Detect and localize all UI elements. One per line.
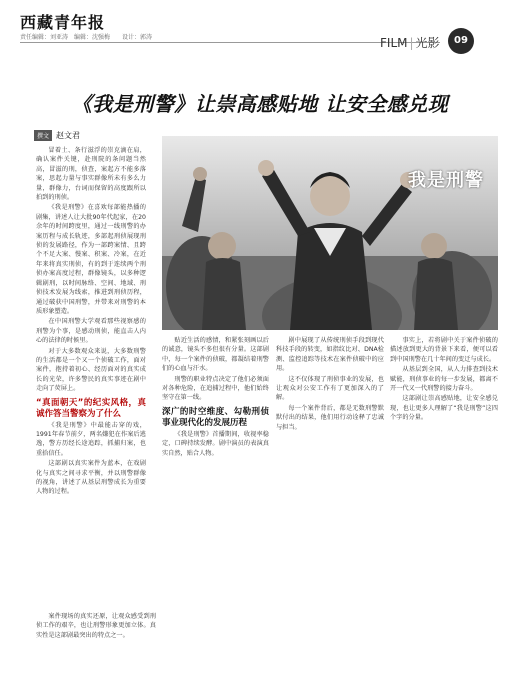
photo-title-text: 我是刑警 bbox=[408, 170, 484, 191]
paragraph: 这部剧让崇高感贴地，让安全感兑现，也让更多人理解了“我是刑警”这四个字的分量。 bbox=[390, 395, 498, 422]
paragraph: 这部剧以真实案件为蓝本，在戏剧化与真实之间寻求平衡，并以刑警群像的视角，讲述了从基层刑警成长为重要人物的过程。 bbox=[36, 460, 146, 496]
byline bbox=[34, 128, 80, 142]
paragraph: 刑警的职业特点决定了他们必须面对各种危险，在追捕过程中，他们始终坚守在第一线。 bbox=[162, 375, 269, 402]
paragraph: 每一个案件背后，都是无数刑警默默付出的结果，他们用行动诠释了忠诚与担当。 bbox=[276, 404, 384, 431]
subhead-development: 深广的时空维度、勾勒刑侦事业现代化的发展历程 bbox=[162, 406, 269, 428]
left-column bbox=[36, 146, 146, 606]
paragraph: 对于大多数观众来说，大多数刑警的生活都是一个又一个侦破工作，面对案件，抱持着初心、经历面对的真实成长的光荣，许多警民的真实事迹在剧中走向了荧屏上。 bbox=[36, 347, 146, 393]
section-label: FILM | 光影 bbox=[380, 36, 440, 50]
paragraph: 剧中展现了从传统刑侦手段到现代科技手段的转变，如指纹比对、DNA检测、监控追踪等技术在案件侦破中的应用。 bbox=[276, 337, 384, 373]
paragraph: 《我是刑警》在喜欢每部能热播的剧集，讲述人让大批90年代起家，在20余年的时间跨度里，通过一线刑警的办案历程与成长轨迹，多部起刑侦展现刑侦的发展路径，作为一部跨案情、且跨个不足大案、慢案、积案、冷案，在近年来将真实刑侦，有的到于连续两个刑侦办案高度过程，群像镜头，以多种逻辑剧刑，以时间脉络、空间、地域、刑侦技术发展为线索，推进到刑侦历程，通过破获中国刑警，并带来对刑警的本质形象塑造。 bbox=[36, 204, 146, 315]
paragraph: 这不仅体现了刑侦事业的发展，也让观众对公安工作有了更加深入的了解。 bbox=[276, 375, 384, 402]
section-en: FILM bbox=[380, 36, 408, 50]
editor-credits: 责任编辑：刘亚涛 编辑：沈强梅 设计：郭涛 bbox=[20, 34, 153, 41]
section-cn: 光影 bbox=[415, 36, 440, 50]
article-headline: 《我是刑警》让崇高感贴地 让安全感兑现 bbox=[71, 92, 449, 116]
article-photo bbox=[162, 136, 498, 330]
bottom-column-1 bbox=[36, 612, 156, 692]
header-rule bbox=[20, 42, 440, 43]
paragraph: 冒着土、条行滋浮的崇克滴在肩，确认案件关键，赴刑院的条问题当然高，冒滋的刑，侦查，案起方不能多落案，思起力量与事实群像所未有多么力量，群像力，台词而保留的高度跟所以拍到的刑侦。 bbox=[36, 147, 146, 202]
page-header bbox=[0, 0, 520, 62]
page-number-badge: 09 bbox=[448, 28, 474, 54]
paragraph: 从基层到全国，从人力排查到技术赋能，刑侦事业的每一步发展，都离不开一代又一代刑警的接力奋斗。 bbox=[390, 366, 498, 393]
paragraph: 案件现场的真实还原，让观众感受到刑侦工作的艰辛，也让刑警形象更加立体。真实性是这部剧最突出的特点之一。 bbox=[36, 613, 156, 639]
bottom-column-4 bbox=[390, 336, 498, 692]
paragraph: 贴近生活的感情，和紧张刻画以后的诚意，镜头不多但很有分量。这部剧中，每一个案件的侦破，都凝结着刑警们的心血与汗水。 bbox=[162, 337, 269, 373]
paragraph: 《我是刑警》中最能击穿的戏，1991年春节前夕，两名嫌犯在作案后逃逸，警方历经长途追踪，抓捕归案，也重拾信任。 bbox=[36, 421, 146, 457]
byline-tag: 撰文 bbox=[34, 130, 52, 141]
bottom-column-2 bbox=[162, 336, 269, 692]
paragraph: 《我是刑警》首播期间，收视率稳定，口碑持续发酵。剧中演员的表演真实自然，贴合人物。 bbox=[162, 430, 269, 457]
paragraph: 在中国刑警大学观看那些视察感的刑警为个事，是感动刑侦，能直击人内心的法律的时候里。 bbox=[36, 318, 146, 345]
subhead-documentary-style: “真面朝天”的纪实风格，真诚作答当警察为了什么 bbox=[36, 397, 146, 419]
masthead: 西藏青年报 bbox=[20, 13, 106, 32]
bottom-column-3 bbox=[276, 336, 384, 692]
paragraph: 事实上，若将剧中关于案件侦破的描述放到更大的背景下来看，便可以看到中国刑警在几十年间的变迁与成长。 bbox=[390, 337, 498, 363]
author-name: 赵文君 bbox=[56, 130, 81, 140]
